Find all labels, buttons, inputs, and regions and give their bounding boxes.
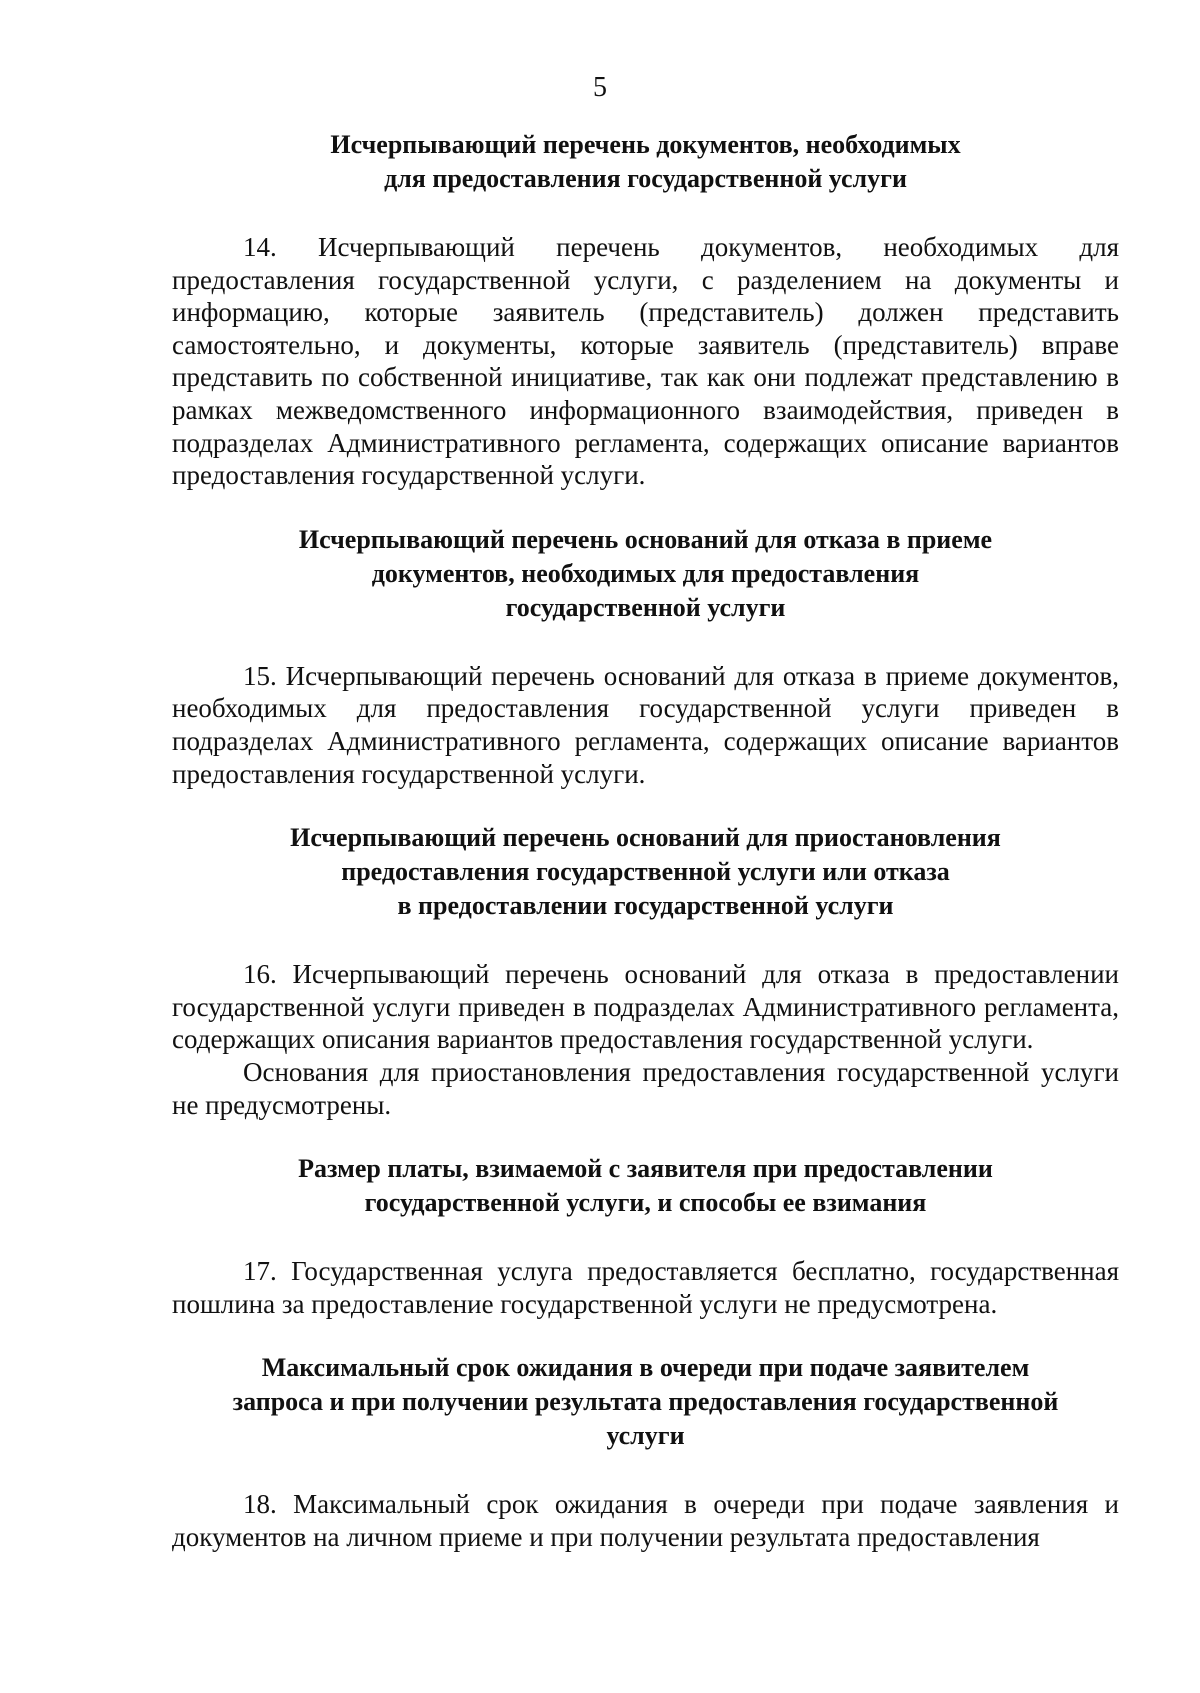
- heading-line: предоставления государственной услуги или отказа: [341, 857, 950, 887]
- paragraph-15: 15. Исчерпывающий перечень оснований для отказа в приеме документов, необходимых для предоставления государственной услуги приведен в подразделах Административного регламента, содержащих описание вариантов предоставления государственной услуги.: [172, 660, 1119, 789]
- heading-line: документов, необходимых для предоставления: [371, 558, 920, 588]
- section-16-heading: [172, 821, 1119, 923]
- heading-line: государственной услуги, и способы ее взимания: [364, 1188, 927, 1218]
- section-17: [172, 1152, 1119, 1320]
- section-15-heading: [172, 523, 1119, 625]
- section-14-heading: [172, 128, 1119, 196]
- paragraph-16: 16. Исчерпывающий перечень оснований для отказа в предоставлении государственной услуги приведен в подразделах Административного регламента, содержащих описания вариантов предоставления государственной услуги.: [172, 959, 1119, 1055]
- section-18: [172, 1351, 1119, 1553]
- paragraph-16-continued: Основания для приостановления предоставления государственной услуги не предусмотрены.: [172, 1056, 1119, 1120]
- section-16: [172, 821, 1119, 1121]
- heading-line: для предоставления государственной услуги: [384, 164, 907, 193]
- section-18-heading: [172, 1351, 1119, 1453]
- section-15: [172, 523, 1119, 790]
- heading-line: Максимальный срок ожидания в очереди при подаче заявителем: [261, 1353, 1030, 1383]
- page-number: 5: [593, 72, 607, 103]
- heading-line: государственной услуги: [505, 592, 786, 622]
- paragraph-17: 17. Государственная услуга предоставляется бесплатно, государственная пошлина за предоставление государственной услуги не предусмотрена.: [172, 1256, 1119, 1319]
- section-14: [172, 128, 1119, 492]
- heading-line: Исчерпывающий перечень документов, необходимых: [330, 130, 961, 159]
- heading-line: Исчерпывающий перечень оснований для отказа в приеме: [298, 524, 993, 554]
- heading-line: запроса и при получении результата предоставления государственной: [232, 1387, 1059, 1417]
- heading-line: Исчерпывающий перечень оснований для приостановления: [290, 823, 1001, 853]
- section-17-heading: [172, 1152, 1119, 1220]
- document-body: [172, 128, 1119, 1553]
- heading-line: услуги: [606, 1421, 685, 1451]
- heading-line: в предоставлении государственной услуги: [397, 891, 894, 921]
- heading-line: Размер платы, взимаемой с заявителя при предоставлении: [298, 1154, 993, 1184]
- paragraph-14: 14. Исчерпывающий перечень документов, необходимых для предоставления государственной услуги, с разделением на документы и информацию, которые заявитель (представитель) должен представить самостоятельно, и документы, которые заявитель (представитель) вправе представить по собственной инициативе, так как они подлежат представлению в рамках межведомственного информационного взаимодействия, приведен в подразделах Административного регламента, содержащих описание вариантов предоставления государственной услуги.: [172, 232, 1119, 491]
- paragraph-18: 18. Максимальный срок ожидания в очереди при подаче заявления и документов на личном приеме и при получении результата предоставления: [172, 1489, 1119, 1552]
